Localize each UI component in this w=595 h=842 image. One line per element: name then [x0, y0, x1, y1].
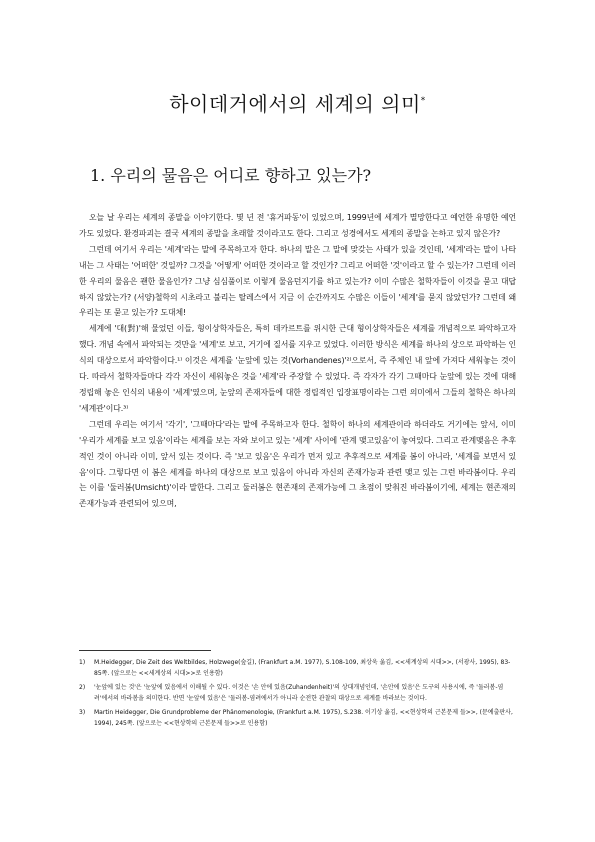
- body-text: [79, 210, 516, 512]
- section-heading: 1. 우리의 물음은 어디로 향하고 있는가?: [90, 166, 372, 185]
- footnote-text: Martin Heidegger, Die Grundprobleme der Phänomenologie, (Frankfurt a.M. 1975), S.238. 이기상 옮김, <<현상학의 근본문제 들>>, (문예출판사, 1994), 245쪽. (앞으로는 <<현상학의 근본문제 들>>로 인용함): [94, 708, 513, 728]
- paragraph: 오늘 날 우리는 세계의 종말을 이야기한다. 몇 년 전 '휴거파동'이 있었으며, 1999년에 세계가 멸망한다고 예언한 유명한 예언가도 있었다. 환경파괴는 결국 세계의 종말을 초래할 것이라고도 한다. 그리고 성경에서도 세계의 종말을 논하고 있지 않은가?: [79, 213, 516, 238]
- footnote-text: M.Heidegger, Die Zeit des Weltbildes, Holzwege(숲길), (Frankfurt a.M. 1977), S.108-109, 최상욱 옮김, <<세계상의 시대>>, (서광사, 1995), 83-85쪽. (앞으로는 <<세계상의 시대>>로 인용함): [94, 659, 511, 678]
- footnote: [79, 682, 516, 705]
- footnote-number: 1): [79, 659, 86, 666]
- title-footnote-mark: *: [420, 96, 426, 106]
- footnote-divider: [79, 650, 211, 651]
- title-text: 하이데거에서의 세계의 의미: [169, 92, 421, 116]
- paragraph: 그런데 여기서 우리는 '세계'라는 말에 주목하고자 한다. 하나의 말은 그 말에 맞갖는 사태가 있을 것인데, '세계'라는 말이 나타내는 그 사태는 '어떠한' 것일까? 그것을 '어떻게' 어떠한 것이라고 할 것인가? 그리고 어떠한 '것'이라고 할 수 있는가? 그런데 이러한 우리의 물음은 괜한 물음인가? 그냥 심심풀이로 이렇게 물음던지기를 하고 있는가? 이미 수많은 철학자들이 이것을 묻고 대답하지 않았는가? (서양)철학의 시초라고 불리는 탈레스에서 지금 이 순간까지도 수많은 이들이 '세계'를 묻지 않았던가? 그런데 왜 우리는 또 묻고 있는가? 도대체!: [79, 244, 516, 318]
- page-title: [0, 92, 595, 116]
- footnote: [79, 707, 516, 730]
- paragraph: 세계에 '대(對)'해 물었던 이들, 형이상학자들은, 특히 데카르트를 위시한 근대 형이상학자들은 세계를 개념적으로 파악하고자 했다. 개념 속에서 파악되는 것만을 '세계'로 보고, 거기에 질서를 지우고 있었다. 이러한 방식은 세계를 하나의 상으로 파악하는 인식의 대상으로서 파악함이다.¹⁾ 이것은 세계를 '눈앞에 있는 것(Vorhandenes)'²⁾으로서, 즉 주체인 내 앞에 가져다 세워놓는 것이다. 따라서 철학자들마다 각각 자신이 세워놓은 것을 '세계'라 주장할 수 있었다. 즉 각자가 각기 그때마다 눈앞에 있는 것에 대해 정립해 놓은 인식의 내용이 '세계'였으며, 눈앞의 존재자들에 대한 정립적인 입장표명이라는 그런 의미에서 그들의 철학은 하나의 '세계관'이다.³⁾: [79, 324, 516, 413]
- footnote: [79, 657, 516, 680]
- footnote-number: 2): [79, 683, 86, 691]
- footnote-text: '눈앞에 있는 것'은 '눈앞에 있음에서 이해될 수 있다. 이것은 '손 안에 있음(Zuhandenheit)'의 상대개념인데, '손안에 있음'은 도구의 사용시에, 즉 '둘러봄-염려'에서의 바라봄을 의미한다. 반면 '눈앞에 있음'은 '둘러봄-염려에서가 아니라 순전한 관찰의 대상으로 세계를 바라보는 것이다.: [94, 683, 504, 703]
- footnotes: [79, 657, 516, 731]
- footnote-number: 3): [79, 708, 86, 716]
- paragraph: 그런데 우리는 여기서 '각기', '그때마다'라는 말에 주목하고자 한다. 철학이 하나의 세계관이라 하더라도 거기에는 앞서, 이미 '우리가 세계를 보고 있음'이라는 세계를 보는 자와 보이고 있는 '세계' 사이에 '관계 맺고있음'이 놓여있다. 그리고 관계맺음은 추후적인 것이 아니라 이미, 앞서 있는 것이다. 즉 '보고 있음'은 우리가 먼저 있고 추후적으로 세계를 봄이 아니라, '세계를 보면서 있음'이다. 그렇다면 이 봄은 세계를 하나의 대상으로 보고 있음이 아니라 자신의 존재가능과 관련 맺고 있는 그런 바라봄이다. 우리는 이를 '둘러봄(Umsicht)'이라 말한다. 그리고 둘러봄은 현존재의 존재가능에 그 초점이 맞춰진 바라봄이기에, 세계는 현존재의 존재가능과 관련되어 있으며,: [79, 419, 516, 509]
